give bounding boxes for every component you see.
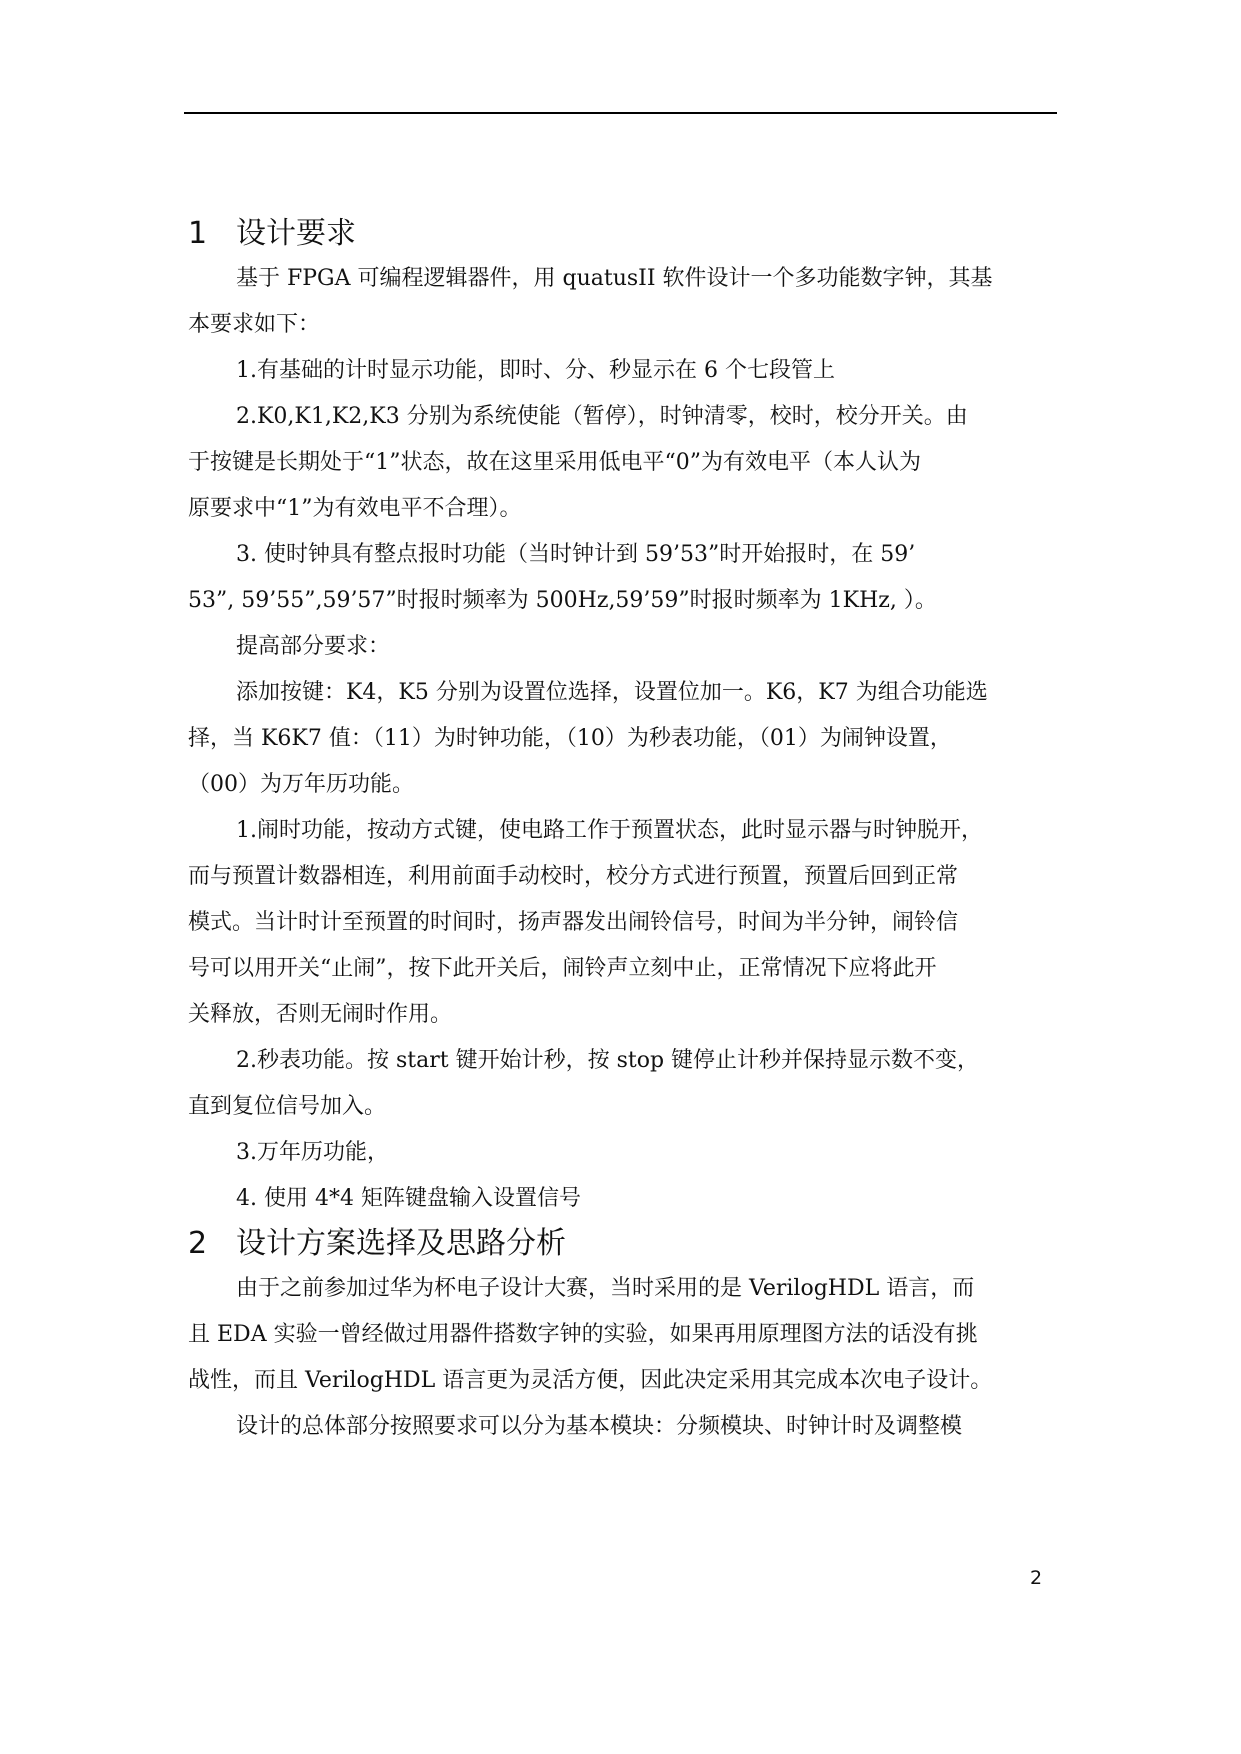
paragraph-line: 直到复位信号加入。: [188, 1094, 387, 1119]
paragraph-line: 原要求中“1”为有效电平不合理）。: [188, 496, 522, 521]
paragraph-line: 关释放，否则无闹时作用。: [188, 1002, 453, 1027]
section-title: 设计方案选择及思路分析: [236, 1226, 566, 1261]
paragraph-line: 4. 使用 4*4 矩阵键盘输入设置信号: [236, 1186, 581, 1211]
page-number: 2: [1030, 1567, 1043, 1589]
section-number: 2: [188, 1226, 208, 1261]
section-number: 1: [188, 216, 208, 251]
paragraph-line: 3.万年历功能，: [236, 1140, 389, 1165]
page-content: [188, 212, 1058, 1450]
paragraph-line: 1.有基础的计时显示功能，即时、分、秒显示在 6 个七段管上: [236, 358, 835, 383]
paragraph-line: 战性，而且 VerilogHDL 语言更为灵活方便，因此决定采用其完成本次电子设计。: [188, 1368, 993, 1393]
header-rule: [184, 112, 1057, 114]
paragraph-line: 添加按键：K4，K5 分别为设置位选择，设置位加一。K6，K7 为组合功能选: [236, 680, 988, 705]
paragraph-line: 提高部分要求：: [236, 634, 391, 659]
paragraph-line: 1.闹时功能，按动方式键，使电路工作于预置状态，此时显示器与时钟脱开，: [236, 818, 983, 843]
paragraph-line: 本要求如下：: [188, 312, 321, 337]
paragraph-line: 由于之前参加过华为杯电子设计大赛，当时采用的是 VerilogHDL 语言，而: [236, 1276, 975, 1301]
paragraph-line: 模式。当计时计至预置的时间时，扬声器发出闹铃信号，时间为半分钟，闹铃信: [188, 910, 959, 935]
section-title: 设计要求: [236, 216, 356, 251]
section-heading-2: [188, 1222, 1058, 1266]
paragraph-line: 基于 FPGA 可编程逻辑器件，用 quatusII 软件设计一个多功能数字钟，其基: [236, 266, 993, 291]
paragraph-line: 而与预置计数器相连，利用前面手动校时，校分方式进行预置，预置后回到正常: [188, 864, 959, 889]
paragraph-line: 2.秒表功能。按 start 键开始计秒，按 stop 键停止计秒并保持显示数不变，: [236, 1048, 980, 1073]
paragraph-line: 择，当 K6K7 值：（11）为时钟功能，（10）为秒表功能，（01）为闹钟设置，: [188, 726, 952, 751]
paragraph-line: 设计的总体部分按照要求可以分为基本模块：分频模块、时钟计时及调整模: [236, 1414, 963, 1439]
paragraph-line: 于按键是长期处于“1”状态，故在这里采用低电平“0”为有效电平（本人认为: [188, 450, 921, 475]
section-heading-1: [188, 212, 1058, 256]
paragraph-line: 号可以用开关“止闹”，按下此开关后，闹铃声立刻中止，正常情况下应将此开: [188, 956, 937, 981]
paragraph-line: 53”, 59’55”,59’57”时报时频率为 500Hz,59’59”时报时频率为 1KHz, ）。: [188, 588, 937, 613]
paragraph-line: 3. 使时钟具有整点报时功能（当时钟计到 59’53”时开始报时，在 59’: [236, 542, 916, 567]
paragraph-line: （00）为万年历功能。: [188, 772, 414, 797]
paragraph-line: 2.K0,K1,K2,K3 分别为系统使能（暂停），时钟清零，校时，校分开关。由: [236, 404, 968, 429]
paragraph-line: 且 EDA 实验一曾经做过用器件搭数字钟的实验，如果再用原理图方法的话没有挑: [188, 1322, 978, 1347]
